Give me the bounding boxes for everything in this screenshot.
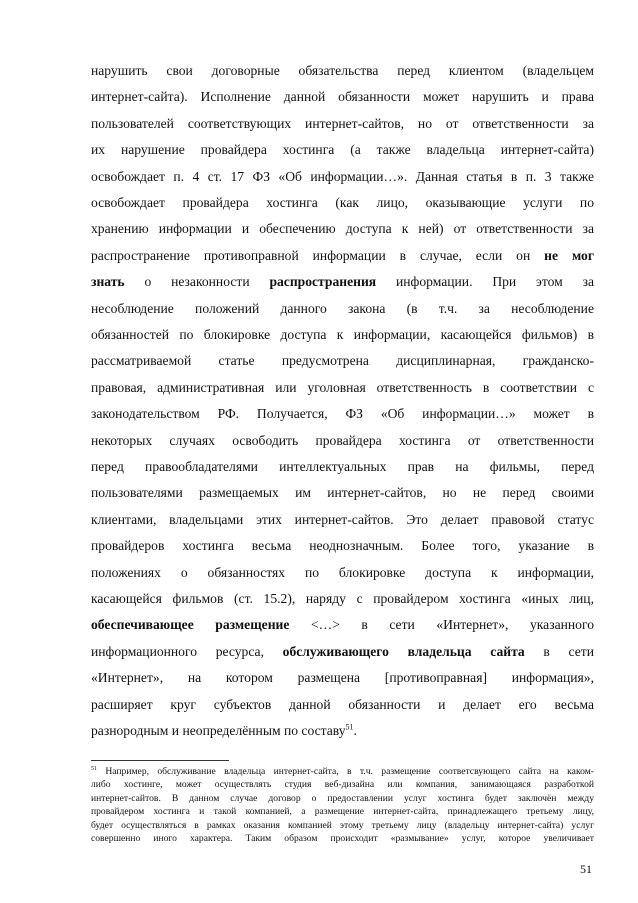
- text-line: [91, 220, 594, 238]
- text-line: [91, 484, 594, 502]
- text-segment: обязанностей по блокировке доступа к информации, касающейся фильмов) в: [91, 327, 594, 342]
- text-line: [91, 405, 594, 423]
- text-line: [91, 300, 594, 318]
- text-segment: положениях о обязанностях по блокировке доступа к информации,: [91, 564, 594, 580]
- text-segment: интернет-сайта). Исполнение данной обязанности может нарушить и права: [91, 89, 594, 105]
- text-line: [91, 537, 594, 555]
- text-segment: касающейся фильмов (ст. 15.2), наряду с провайдером хостинга «иных лиц,: [91, 591, 594, 606]
- text-segment: .: [353, 723, 357, 738]
- text-line: [91, 168, 594, 186]
- footnote-line: [91, 833, 594, 845]
- bold-text: распространения: [269, 274, 377, 290]
- text-line: [91, 696, 594, 714]
- text-segment: их нарушение провайдера хостинга (а также владельца интернет-сайта): [91, 142, 594, 158]
- text-segment: провайдеров хостинга весьма неоднозначным. Более того, указание в: [91, 538, 594, 554]
- text-line: [91, 458, 594, 476]
- bold-text: не мог: [544, 247, 594, 263]
- bold-text: знать: [91, 274, 125, 290]
- text-line: [91, 115, 594, 133]
- text-segment: пользователей соответствующих интернет-сайтов, но от ответственности за: [91, 115, 594, 131]
- text-line: [91, 141, 594, 159]
- text-segment: разнородным и неопределённым по составу: [91, 723, 346, 738]
- text-segment: законодательством РФ. Получается, ФЗ «Об информации…» может в: [91, 406, 594, 422]
- text-line: [91, 643, 594, 661]
- text-segment: перед правообладателями интеллектуальных прав на фильмы, перед: [91, 459, 594, 474]
- text-segment: некоторых случаях освободить провайдера хостинга от ответственности: [91, 432, 594, 448]
- text-segment: информационного ресурса,: [91, 643, 283, 659]
- text-line: [91, 564, 594, 582]
- text-segment: расширяет круг субъектов данной обязанности и делает его весьма: [91, 696, 594, 712]
- text-segment: в сети: [524, 643, 594, 659]
- text-segment: клиентами, владельцами этих интернет-сайтов. Это делает правовой статус: [91, 511, 594, 527]
- footnote-line: [91, 820, 594, 832]
- text-line: [91, 247, 594, 265]
- text-segment: освобождает провайдера хостинга (как лицо, оказывающие услуги по: [91, 195, 594, 210]
- text-line: [91, 590, 594, 608]
- page-number: 51: [580, 862, 592, 876]
- text-line: [91, 326, 594, 344]
- text-segment: <…> в сети «Интернет», указанного: [289, 617, 594, 633]
- footnote-line: [91, 793, 594, 805]
- text-segment: информации. При этом за: [376, 274, 595, 290]
- text-line: [91, 722, 594, 740]
- text-line: [91, 379, 594, 397]
- text-line: [91, 62, 594, 80]
- footnote-text: интернет-сайтов. В данном случае договор о предоставлении услуг хостинга будет заключён между: [91, 792, 594, 804]
- text-segment: пользователями размещаемых им интернет-сайтов, но не перед своими: [91, 485, 594, 501]
- footnote-text: провайдером хостинга и такой компанией, а размещение интернет-сайта, принадлежащего третьему лицу,: [91, 806, 594, 818]
- footnote-text: будет осуществляться в рамках оказания компанией этому третьему лицу (владельцу интернет-сайта) услуг: [91, 819, 594, 831]
- text-line: [91, 669, 594, 687]
- footnote-reference: 51: [345, 722, 354, 732]
- text-segment: правовая, административная или уголовная ответственность в соответствии с: [91, 379, 594, 395]
- text-line: [91, 352, 594, 370]
- text-line: [91, 616, 594, 634]
- text-segment: о незаконности: [124, 274, 270, 290]
- text-segment: рассматриваемой статье предусмотрена дисциплинарная, гражданско-: [91, 353, 594, 369]
- bold-text: обеспечивающее размещение: [91, 617, 290, 633]
- footnote-separator: [91, 760, 229, 761]
- text-segment: освобождает п. 4 ст. 17 ФЗ «Об информации…». Данная статья в п. 3 также: [91, 168, 594, 184]
- text-segment: хранению информации и обеспечению доступа к ней) от ответственности за: [91, 221, 594, 237]
- text-segment: «Интернет», на котором размещена [противоправная] информация»,: [91, 670, 594, 686]
- text-segment: нарушить свои договорные обязательства перед клиентом (владельцем: [91, 63, 594, 78]
- text-line: [91, 511, 594, 529]
- footnote-line: [91, 766, 594, 778]
- footnote-text: Например, обслуживание владельца интернет-сайта, в т.ч. размещение соответсвующего сайта на каком-: [105, 766, 594, 777]
- footnote-line: [91, 806, 594, 818]
- text-segment: распространение противоправной информации в случае, если он: [91, 247, 545, 263]
- footnote-text: совершенно иного характера. Таким образом происходит «размывание» услуг, которое увеличивает: [91, 833, 594, 844]
- text-line: [91, 88, 594, 106]
- text-line: [91, 432, 594, 450]
- text-line: [91, 194, 594, 212]
- text-segment: несоблюдение положений данного закона (в т.ч. за несоблюдение: [91, 300, 594, 316]
- footnote-text: либо хостинге, может осуществлять студия веб-дизайна или компания, занимающаяся разработкой: [91, 779, 594, 791]
- text-line: [91, 273, 594, 291]
- footnote-line: [91, 779, 594, 791]
- bold-text: обслуживающего владельца сайта: [282, 643, 525, 659]
- footnote-marker: 51: [91, 765, 97, 772]
